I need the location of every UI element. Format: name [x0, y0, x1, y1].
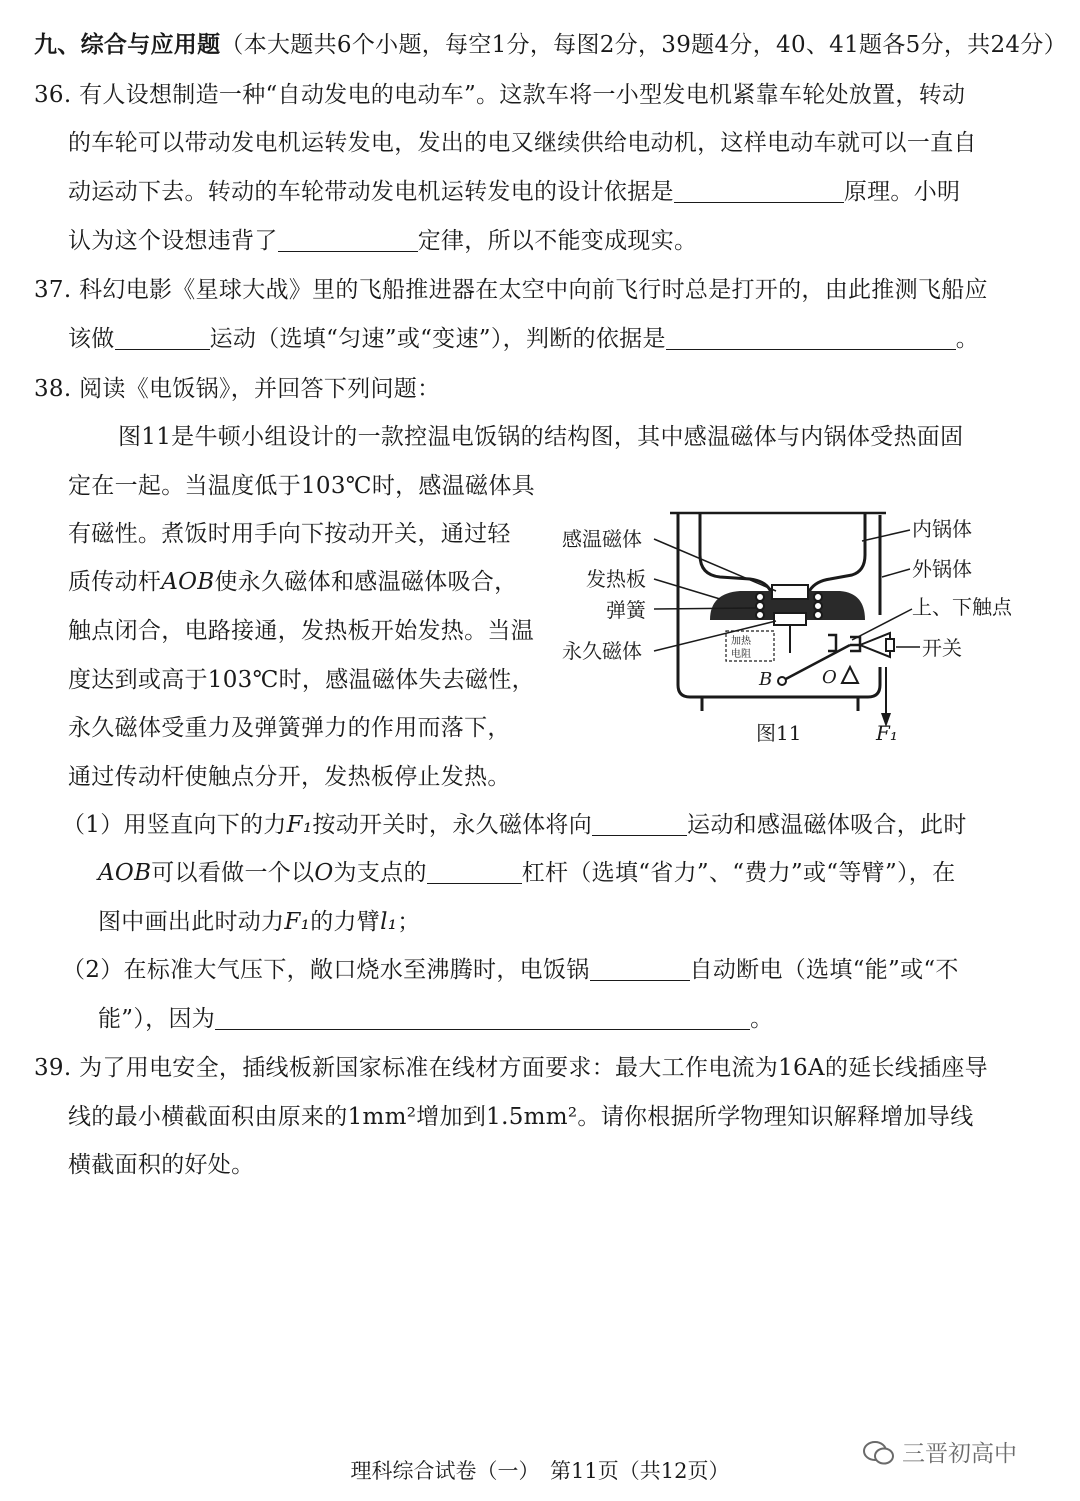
page-footer: 理科综合试卷（一） 第11页（共12页） [350, 1459, 730, 1483]
label-contacts: 上、下触点 [912, 595, 1012, 619]
label-outer-pot: 外锅体 [912, 557, 972, 581]
label-switch: 开关 [922, 636, 962, 660]
resistor-label-1: 加热 [731, 636, 751, 647]
section-title: 九、综合与应用题 [34, 31, 221, 58]
sensor-magnet-shape [772, 585, 808, 599]
q38-para-6: 度达到或高于103℃时，感温磁体失去磁性， [68, 667, 535, 693]
q37-line-2 [68, 324, 979, 354]
q38-sub2-text-2a: 能”），因为 [98, 1006, 216, 1032]
q36-line-4 [68, 226, 697, 256]
q37-line-2-mid: 运动（选填“匀速”或“变速”），判断的依据是 [209, 326, 666, 352]
q38-sub1-text-d2: 为支点的 [333, 860, 427, 886]
q38-sub1-line-1 [62, 810, 967, 840]
q38-sub1-text-a: （1）用竖直向下的力 [62, 812, 287, 838]
q38-para-4-a: 质传动杆 [68, 569, 162, 595]
q38-para-8: 通过传动杆使触点分开，发热板停止发热。 [68, 764, 511, 790]
q36-line-3-text: 动运动下去。转动的车轮带动发电机运转发电的设计依据是 [68, 179, 674, 205]
q38-sub2-text-2b: 。 [750, 1006, 774, 1032]
contact-upper [828, 635, 836, 651]
label-heating-plate: 发热板 [586, 567, 646, 591]
label-spring: 弹簧 [606, 598, 646, 622]
q38-sub2-line-2 [98, 1004, 773, 1034]
q38-sub1-text-3e: ； [397, 909, 421, 935]
q37-line-2-end: 。 [955, 326, 980, 352]
figure-caption: 图11 [756, 721, 802, 745]
q37-line-1: 37. 科幻电影《星球大战》里的飞船推进器在太空中向前飞行时总是打开的，由此推测飞船应 [34, 277, 988, 303]
q39-line-3: 横截面积的好处。 [68, 1152, 255, 1178]
q38-para-4-c: 使永久磁体和感温磁体吸合， [214, 569, 518, 595]
q38-blank-direction[interactable] [592, 813, 687, 836]
q36-line-3 [68, 177, 960, 207]
q38-sub1-aob: AOB [98, 860, 152, 886]
q38-para-1: 图11是牛顿小组设计的一款控温电饭锅的结构图，其中感温磁体与内锅体受热面固 [118, 424, 964, 450]
point-b-dot [778, 677, 786, 685]
q37-blank-motion[interactable] [115, 327, 210, 350]
fulcrum-o [842, 667, 858, 683]
q38-sub1-text-3c: 的力臂 [310, 909, 381, 935]
section-heading [34, 30, 1067, 60]
q38-sub1-text-b: 可以看做一个以 [151, 860, 315, 886]
q38-sub1-line-2 [98, 858, 955, 888]
watermark-text: 三晋初高中 [902, 1441, 1017, 1467]
q36-line-4-end: 定律，所以不能变成现实。 [417, 228, 698, 254]
q38-sub1-text-c: 按动开关时，永久磁体将向 [312, 812, 593, 838]
q38-sub1-text-d: 运动和感温磁体吸合，此时 [687, 812, 967, 838]
q36-line-2: 的车轮可以带动发电机运转发电，发出的电又继续供给电动机，这样电动车就可以一直自 [68, 130, 977, 156]
q37-blank-reason[interactable] [666, 327, 956, 350]
q36-line-3-end: 原理。小明 [843, 179, 961, 205]
label-point-o: O [822, 667, 837, 688]
q38-blank-can-cutoff[interactable] [590, 958, 690, 981]
q38-para-3: 有磁性。煮饭时用手向下按动开关，通过轻 [68, 521, 511, 547]
q37-line-2-text: 该做 [68, 326, 115, 352]
q38-blank-because[interactable] [215, 1007, 750, 1030]
q38-sub2-text-b: 自动断电（选填“能”或“不 [689, 957, 959, 983]
q39-line-1: 39. 为了用电安全，插线板新国家标准在线材方面要求：最大工作电流为16A的延长线插座导 [34, 1055, 988, 1081]
label-point-b: B [759, 669, 773, 690]
q38-para-2: 定在一起。当温度低于103℃时，感温磁体具 [68, 473, 535, 499]
label-sensor-magnet: 感温磁体 [562, 527, 642, 551]
resistor-label-2: 电阻 [731, 649, 751, 660]
switch-button [886, 639, 894, 651]
q38-para-4 [68, 567, 517, 597]
q38-sub1-o: O [314, 860, 334, 886]
q38-sub1-text-3a: 图中画出此时动力 [98, 909, 285, 935]
q38-title: 38. 阅读《电饭锅》，并回答下列问题： [34, 376, 441, 402]
q39-line-2: 线的最小横截面积由原来的1mm²增加到1.5mm²。请你根据所学物理知识解释增加导线 [68, 1104, 974, 1130]
permanent-magnet-shape [774, 613, 806, 625]
lever-aob [782, 645, 850, 681]
q36-line-1: 36. 有人设想制造一种“自动发电的电动车”。这款车将一小型发电机紧靠车轮处放置，转动 [34, 82, 966, 108]
q38-sub2-line-1 [62, 955, 959, 985]
label-force-f1: F₁ [876, 721, 898, 745]
q36-blank-law[interactable] [278, 229, 418, 252]
q38-para-4-aob: AOB [161, 569, 215, 595]
label-permanent-magnet: 永久磁体 [562, 639, 642, 663]
q36-blank-principle[interactable] [674, 180, 844, 203]
q38-blank-lever-type[interactable] [427, 861, 522, 884]
q38-sub1-f1-b: F₁ [284, 909, 311, 935]
label-inner-pot: 内锅体 [912, 517, 972, 541]
q36-line-4-text: 认为这个设想违背了 [68, 228, 278, 254]
q38-sub2-text-a: （2）在标准大气压下，敞口烧水至沸腾时，电饭锅 [62, 957, 590, 983]
figure-11 [560, 495, 1030, 755]
inner-pot-shape [700, 513, 865, 590]
section-note: （本大题共6个小题，每空1分，每图2分，39题4分，40、41题各5分，共24分） [220, 32, 1067, 58]
q38-para-5: 触点闭合，电路接通，发热板开始发热。当温 [68, 618, 534, 644]
q38-para-7: 永久磁体受重力及弹簧弹力的作用而落下， [68, 715, 511, 741]
q38-sub1-f1: F₁ [286, 812, 313, 838]
q38-sub1-line-3 [98, 907, 421, 937]
q38-sub1-l1: l₁ [380, 909, 398, 935]
q38-sub1-text-e: 杠杆（选填“省力”、“费力”或“等臂”），在 [521, 860, 956, 886]
